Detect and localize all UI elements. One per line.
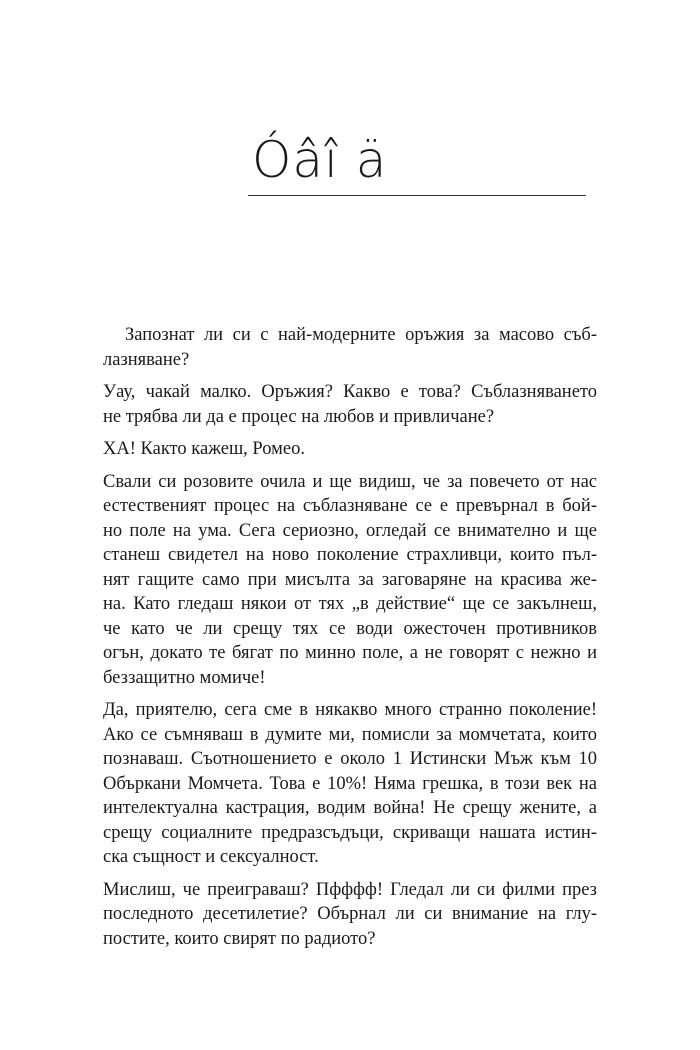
text-line: естественият процес на съблазняване се е превърнал в бой- bbox=[103, 496, 597, 516]
text-line: станеш свидетел на ново поколение страхливци, които пъл- bbox=[103, 545, 597, 565]
text-line: ХА! Както кажеш, Ромео. bbox=[103, 439, 305, 459]
text-line: интелектуална кастрация, водим война! Не срещу жените, а bbox=[103, 798, 597, 818]
text-line: последното десетилетие? Обърнал ли си внимание на глу- bbox=[103, 904, 597, 924]
text-line: Объркани Момчета. Това е 10%! Няма грешка, в този век на bbox=[103, 773, 597, 794]
text-line: Запознат ли си с най-модерните оръжия за масово съб- bbox=[125, 325, 597, 345]
text-line: нят гащите само при мисълта за заговаряне на красива же- bbox=[103, 569, 597, 590]
paragraph bbox=[103, 437, 597, 462]
text-line: Мислиш, че преиграваш? Пфффф! Гледал ли си филми през bbox=[103, 879, 597, 900]
text-line: Ако се съмняваш в думите ми, помисли за момчетата, които bbox=[103, 724, 597, 745]
text-line: че като че ли срещу тях се води ожесточен противников bbox=[103, 618, 597, 639]
text-line: ска същност и сексуалност. bbox=[103, 847, 319, 867]
text-line: на. Като гледаш някои от тях „в действие“ ще се закълнеш, bbox=[103, 594, 597, 614]
text-line: огън, докато те бягат по минно поле, а не говорят с нежно и bbox=[103, 643, 597, 663]
body-text bbox=[103, 323, 597, 959]
paragraph bbox=[103, 878, 597, 952]
paragraph bbox=[103, 470, 597, 691]
paragraph bbox=[103, 698, 597, 870]
text-line: познаваш. Съотношението е около 1 Истински Мъж към 10 bbox=[103, 749, 597, 769]
text-line: Уау, чакай малко. Оръжия? Какво е това? Съблазняването bbox=[103, 382, 597, 402]
title-underline bbox=[248, 195, 586, 196]
text-line: лазняване? bbox=[103, 349, 190, 370]
paragraph bbox=[103, 323, 597, 372]
paragraph bbox=[103, 380, 597, 429]
text-line: но поле на ума. Сега сериозно, огледай се внимателно и ще bbox=[103, 520, 597, 541]
text-line: Да, приятелю, сега сме в някакво много странно поколение! bbox=[103, 700, 597, 720]
chapter-title: Óâî ä bbox=[252, 131, 388, 189]
text-line: Свали си розовите очила и ще видиш, че за повечето от нас bbox=[103, 471, 597, 492]
text-line: постите, които свирят по радиото? bbox=[103, 928, 376, 949]
text-line: беззащитно момиче! bbox=[103, 667, 266, 688]
text-line: срещу социалните предразсъдъци, скриващи нашата истин- bbox=[103, 822, 597, 843]
text-line: не трябва ли да е процес на любов и привличане? bbox=[103, 406, 495, 427]
